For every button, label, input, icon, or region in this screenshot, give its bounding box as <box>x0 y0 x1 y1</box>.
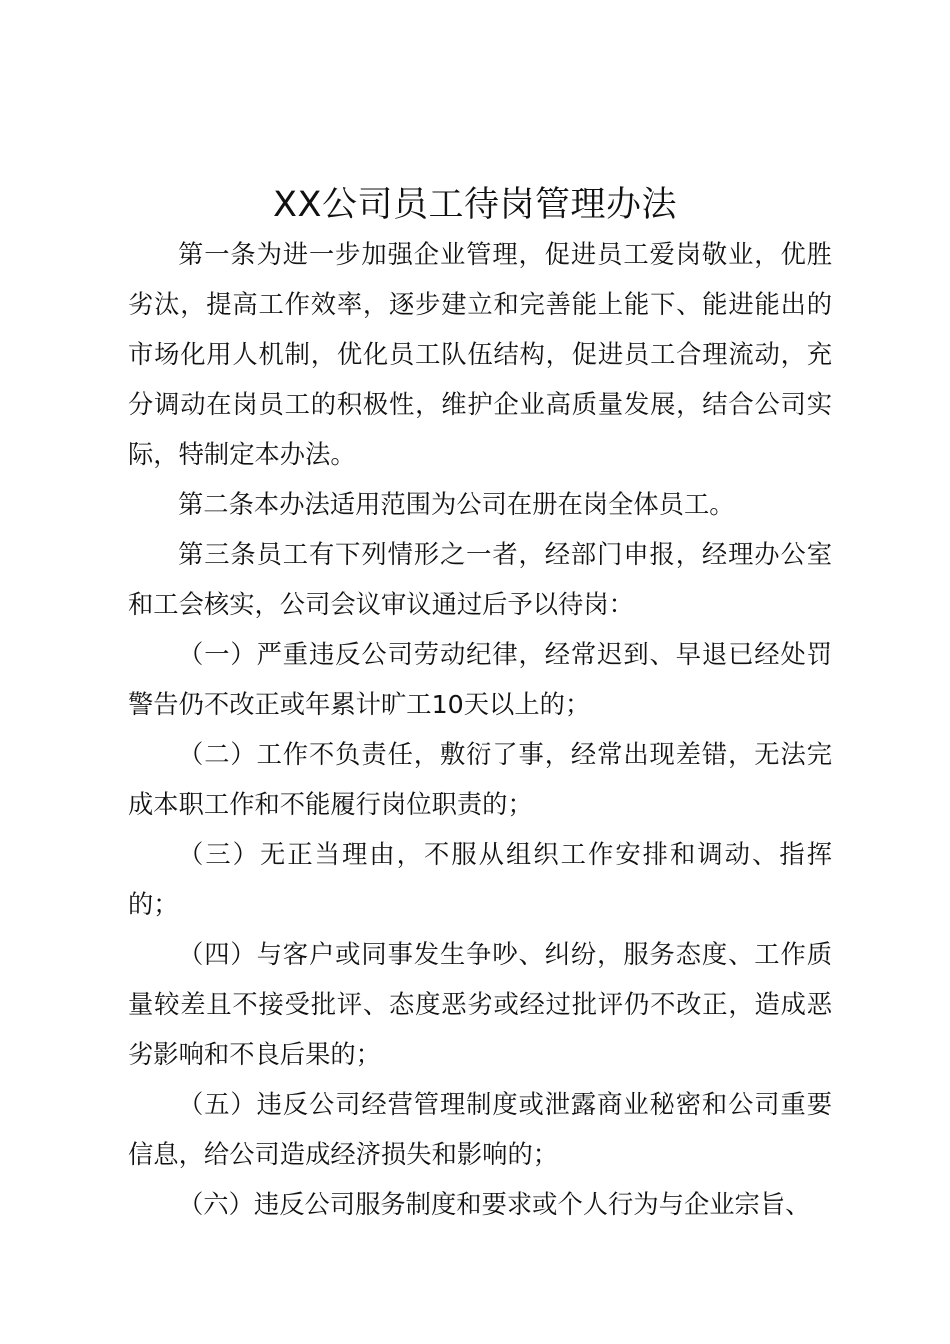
article-1-paragraph: 第一条为进一步加强企业管理，促进员工爱岗敬业，优胜劣汰，提高工作效率，逐步建立和完善能上能下、能进能出的市场化用人机制，优化员工队伍结构，促进员工合理流动，充分调动在岗员工的积极性，维护企业高质量发展，结合公司实际，特制定本办法。 <box>128 240 832 469</box>
clause-2-paragraph: （二）工作不负责任，敷衍了事，经常出现差错，无法完成本职工作和不能履行岗位职责的； <box>128 740 832 819</box>
clause-1-paragraph: （一）严重违反公司劳动纪律，经常迟到、早退已经处罚警告仍不改正或年累计旷工10天以上的； <box>128 640 832 719</box>
article-2-paragraph: 第二条本办法适用范围为公司在册在岗全体员工。 <box>178 490 735 519</box>
clause-4-paragraph: （四）与客户或同事发生争吵、纠纷，服务态度、工作质量较差且不接受批评、态度恶劣或经过批评仍不改正，造成恶劣影响和不良后果的； <box>128 940 832 1069</box>
document-body <box>128 230 832 1230</box>
clause-3-paragraph: （三）无正当理由，不服从组织工作安排和调动、指挥的； <box>128 840 832 919</box>
clause-5-paragraph: （五）违反公司经营管理制度或泄露商业秘密和公司重要信息，给公司造成经济损失和影响的； <box>128 1090 832 1169</box>
document-title: XX公司员工待岗管理办法 <box>273 185 677 225</box>
article-3-paragraph: 第三条员工有下列情形之一者，经部门申报，经理办公室和工会核实，公司会议审议通过后予以待岗： <box>128 540 832 619</box>
clause-6-paragraph: （六）违反公司服务制度和要求或个人行为与企业宗旨、 <box>178 1190 811 1219</box>
